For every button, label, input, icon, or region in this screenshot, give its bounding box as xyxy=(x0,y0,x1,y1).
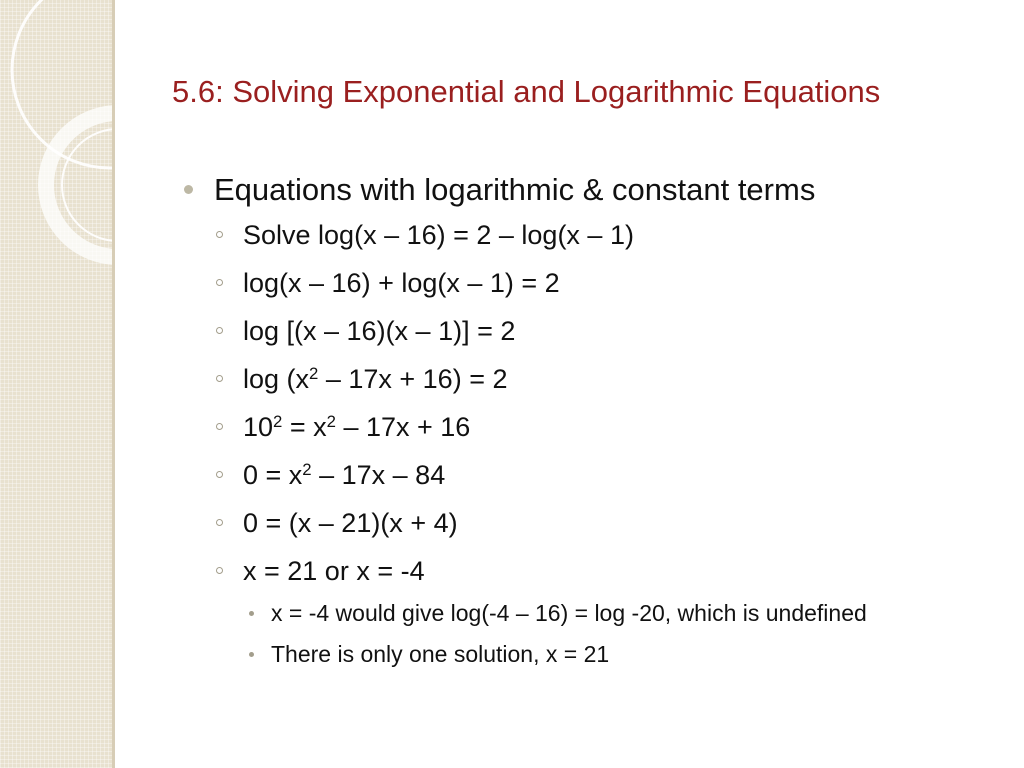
bullet-small-dot-icon xyxy=(249,611,254,616)
bullet-ring-icon xyxy=(216,567,223,574)
step-4 xyxy=(184,362,1004,396)
step-6-text-a: 0 = x xyxy=(243,460,303,490)
decorative-side-panel xyxy=(0,0,112,768)
step-3 xyxy=(184,314,1004,348)
step-2 xyxy=(184,266,1004,300)
step-1-text: Solve log(x – 16) = 2 – log(x – 1) xyxy=(243,220,634,250)
bullet-ring-icon xyxy=(216,327,223,334)
step-8-text: x = 21 or x = -4 xyxy=(243,556,425,586)
bullet-ring-icon xyxy=(216,279,223,286)
step-4-text-b: – 17x + 16) = 2 xyxy=(318,364,508,394)
step-5 xyxy=(184,410,1004,444)
side-panel-edge xyxy=(112,0,115,768)
step-5-text-a: 10 xyxy=(243,412,274,442)
bullet-ring-icon xyxy=(216,231,223,238)
step-6-text-b: – 17x – 84 xyxy=(311,460,446,490)
step-6-superscript: 2 xyxy=(302,459,312,479)
step-6 xyxy=(184,458,1004,492)
bullet-dot-icon xyxy=(184,185,193,194)
heading-bullet-text: Equations with logarithmic & constant terms xyxy=(214,172,816,207)
note-2 xyxy=(184,639,891,670)
bullet-ring-icon xyxy=(216,519,223,526)
step-2-text: log(x – 16) + log(x – 1) = 2 xyxy=(243,268,560,298)
step-7-text: 0 = (x – 21)(x + 4) xyxy=(243,508,458,538)
bullet-ring-icon xyxy=(216,375,223,382)
decorative-circles xyxy=(0,0,112,768)
step-5-text-c: – 17x + 16 xyxy=(335,412,471,442)
step-8 xyxy=(184,554,1004,588)
bullet-ring-icon xyxy=(216,423,223,430)
bullet-ring-icon xyxy=(216,471,223,478)
step-5-text-b: = x xyxy=(282,412,327,442)
step-4-superscript: 2 xyxy=(309,363,319,383)
step-4-text-a: log (x xyxy=(243,364,310,394)
note-2-text: There is only one solution, x = 21 xyxy=(271,641,610,667)
step-3-text: log [(x – 16)(x – 1)] = 2 xyxy=(243,316,516,346)
step-1 xyxy=(184,218,1004,252)
step-5-superscript-1: 2 xyxy=(273,411,283,431)
heading-bullet xyxy=(184,168,1004,212)
step-7 xyxy=(184,506,1004,540)
slide-title: 5.6: Solving Exponential and Logarithmic Equations xyxy=(172,74,881,109)
bullet-small-dot-icon xyxy=(249,652,254,657)
step-5-superscript-2: 2 xyxy=(326,411,336,431)
note-1 xyxy=(184,598,891,629)
note-1-text: x = -4 would give log(-4 – 16) = log -20, which is undefined xyxy=(271,600,867,626)
slide-content xyxy=(184,168,1004,680)
